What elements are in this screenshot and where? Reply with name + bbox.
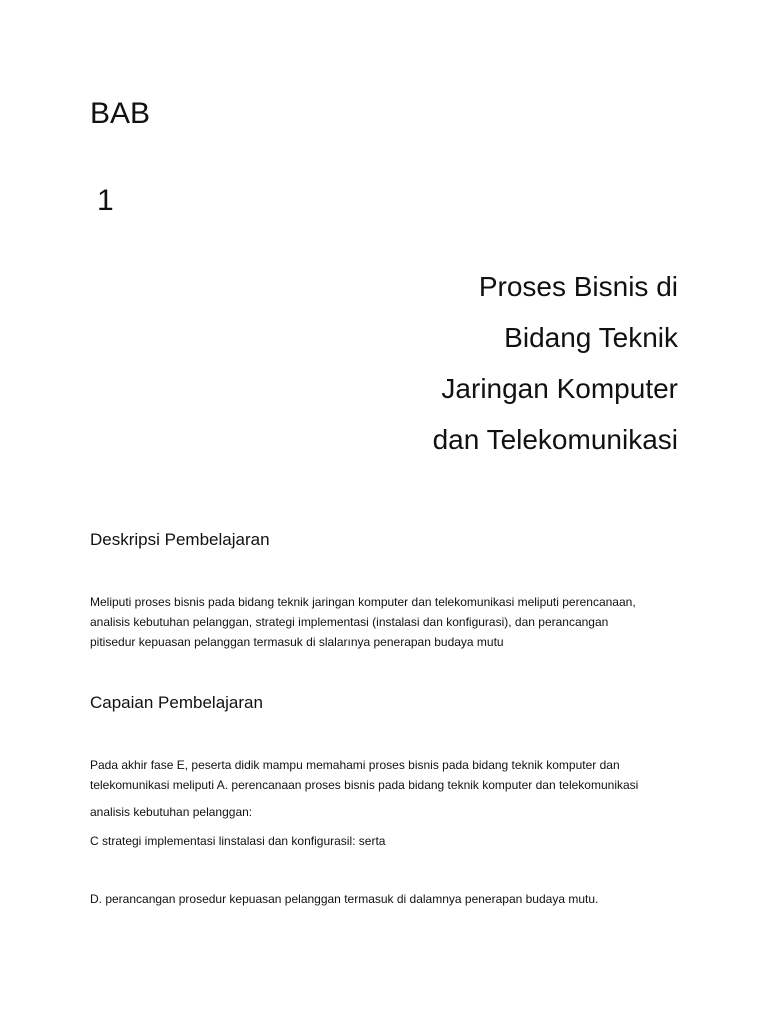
paragraph-line: pitisedur kepuasan pelanggan termasuk di slalarınya penerapan budaya mutu (90, 635, 504, 649)
paragraph-line: analisis kebutuhan pelanggan, strategi implementasi (instalasi dan konfigurasi), dan perancangan (90, 615, 609, 629)
paragraph-perancangan: D. perancangan prosedur kepuasan pelanggan termasuk di dalamnya penerapan budaya mutu. (90, 892, 599, 906)
paragraph-capaian (90, 755, 690, 795)
section-heading-capaian: Capaian Pembelajaran (90, 693, 263, 712)
chapter-title-line: Proses Bisnis di (478, 271, 678, 302)
chapter-title-line: dan Telekomunikasi (432, 424, 678, 455)
chapter-title (178, 264, 678, 468)
chapter-title-line: Bidang Teknik (504, 322, 678, 353)
paragraph-analisis: analisis kebutuhan pelanggan: (90, 805, 253, 819)
paragraph-line: Meliputi proses bisnis pada bidang teknik jaringan komputer dan telekomunikasi meliputi perencanaan, (90, 595, 636, 609)
chapter-title-line: Jaringan Komputer (441, 373, 678, 404)
paragraph-strategi: C strategi implementasi linstalasi dan konfigurasil: serta (90, 834, 386, 848)
paragraph-deskripsi (90, 592, 690, 652)
section-heading-deskripsi: Deskripsi Pembelajaran (90, 530, 270, 549)
chapter-label: BAB (90, 97, 151, 130)
paragraph-line: telekomunikasi meliputi A. perencanaan proses bisnis pada bidang teknik komputer dan telekomunikasi (90, 778, 639, 792)
chapter-number: 1 (97, 184, 114, 217)
paragraph-line: Pada akhir fase E, peserta didik mampu memahami proses bisnis pada bidang teknik komputer dan (90, 758, 620, 772)
